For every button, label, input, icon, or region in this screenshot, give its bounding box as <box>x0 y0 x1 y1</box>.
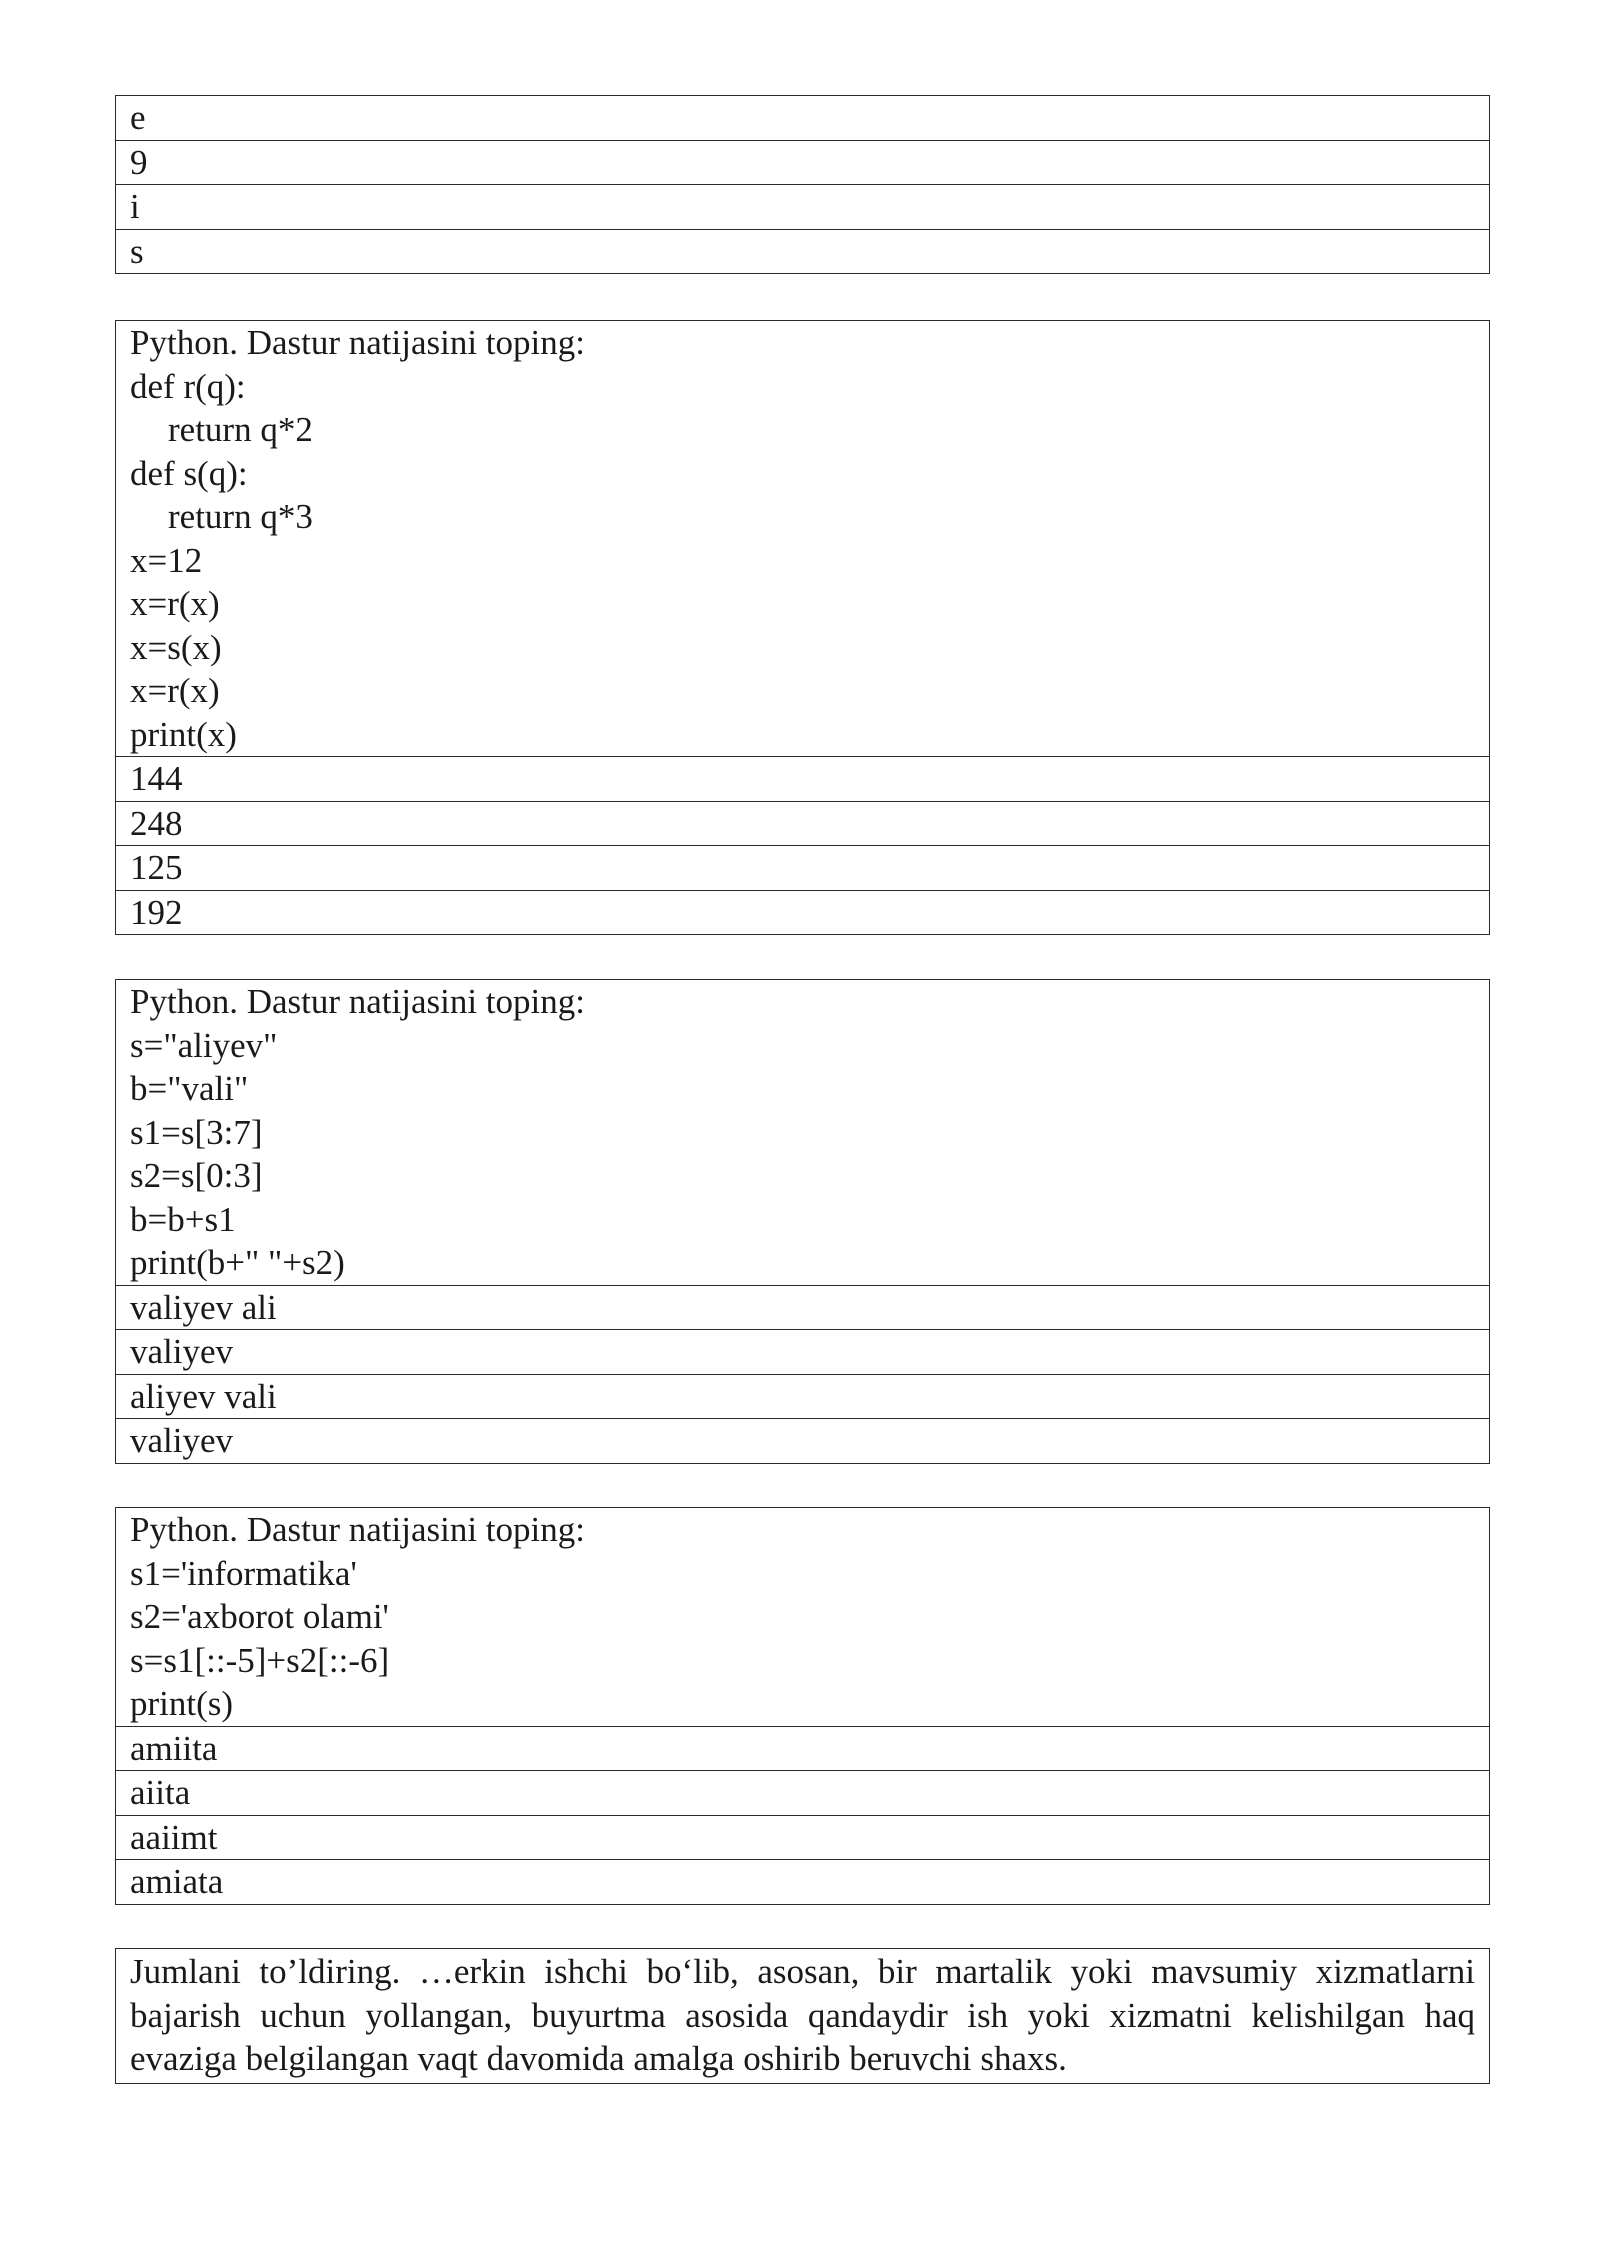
question-cell <box>116 1508 1490 1727</box>
answer-option: 125 <box>116 846 1490 891</box>
question-block-2 <box>115 320 1490 935</box>
answer-option: amiata <box>116 1860 1490 1905</box>
question-block-1 <box>115 95 1490 274</box>
answer-option-row <box>116 185 1490 230</box>
answer-option-row <box>116 140 1490 185</box>
answer-option: valiyev <box>116 1419 1490 1464</box>
answer-option-row <box>116 1771 1490 1816</box>
answer-option: 192 <box>116 890 1490 935</box>
code-line: return q*3 <box>168 497 313 536</box>
question-row <box>116 1949 1490 2084</box>
code-line: s2=s[0:3] <box>130 1156 263 1195</box>
answer-option: 9 <box>116 140 1490 185</box>
answer-option: valiyev ali <box>116 1285 1490 1330</box>
question-paragraph: Jumlani to’ldiring. …erkin ishchi bo‘lib, asosan, bir martalik yoki mavsumiy xizmatlarni bajarish uchun yollangan, buyurtma asosida qandaydir ish yoki xizmatni kelishilgan haq evaziga belgilangan vaqt davomida amalga oshirib beruvchi shaxs. <box>116 1949 1490 2084</box>
question-cell <box>116 321 1490 757</box>
answer-option: aiita <box>116 1771 1490 1816</box>
answer-option: i <box>116 185 1490 230</box>
code-line: print(s) <box>130 1684 234 1723</box>
question-cell <box>116 980 1490 1286</box>
question-row <box>116 980 1490 1286</box>
question-block-4 <box>115 1507 1490 1905</box>
code-line: x=12 <box>130 540 203 580</box>
answer-option: aaiimt <box>116 1815 1490 1860</box>
answer-option-row <box>116 757 1490 802</box>
code-line: b=b+s1 <box>130 1199 236 1239</box>
answer-option: 248 <box>116 801 1490 846</box>
answer-option: s <box>116 229 1490 274</box>
answer-option: 144 <box>116 757 1490 802</box>
code-line: def s(q): <box>130 453 248 493</box>
answer-option-row <box>116 1860 1490 1905</box>
code-line: b="vali" <box>130 1069 249 1108</box>
code-line: x=r(x) <box>130 671 220 710</box>
question-block-5 <box>115 1948 1490 2084</box>
code-line: s1=s[3:7] <box>130 1112 263 1152</box>
code-line: s1='informatika' <box>130 1553 357 1593</box>
code-line: print(b+" "+s2) <box>130 1243 345 1282</box>
question-block-3 <box>115 979 1490 1464</box>
question-prompt: Python. Dastur natijasini toping: <box>130 982 585 1021</box>
answer-option-row <box>116 229 1490 274</box>
code-line: return q*2 <box>168 410 313 449</box>
answer-option-row <box>116 1374 1490 1419</box>
answer-option-row <box>116 1726 1490 1771</box>
answer-option-row <box>116 1815 1490 1860</box>
answer-option: amiita <box>116 1726 1490 1771</box>
answer-option-row <box>116 1285 1490 1330</box>
answer-option: aliyev vali <box>116 1374 1490 1419</box>
question-prompt: Python. Dastur natijasini toping: <box>130 323 585 362</box>
answer-option-row <box>116 96 1490 141</box>
code-line: def r(q): <box>130 366 246 406</box>
code-line: s=s1[::-5]+s2[::-6] <box>130 1640 390 1680</box>
code-line: s="aliyev" <box>130 1025 278 1065</box>
answer-option-row <box>116 890 1490 935</box>
answer-option: valiyev <box>116 1330 1490 1375</box>
answer-option-row <box>116 846 1490 891</box>
code-line: print(x) <box>130 714 237 754</box>
code-line: s2='axborot olami' <box>130 1597 389 1636</box>
code-line: x=r(x) <box>130 584 220 623</box>
question-row <box>116 1508 1490 1727</box>
answer-option-row <box>116 1419 1490 1464</box>
question-row <box>116 321 1490 757</box>
question-prompt: Python. Dastur natijasini toping: <box>130 1510 585 1549</box>
answer-option: e <box>116 96 1490 141</box>
code-line: x=s(x) <box>130 627 222 667</box>
answer-option-row <box>116 1330 1490 1375</box>
answer-option-row <box>116 801 1490 846</box>
